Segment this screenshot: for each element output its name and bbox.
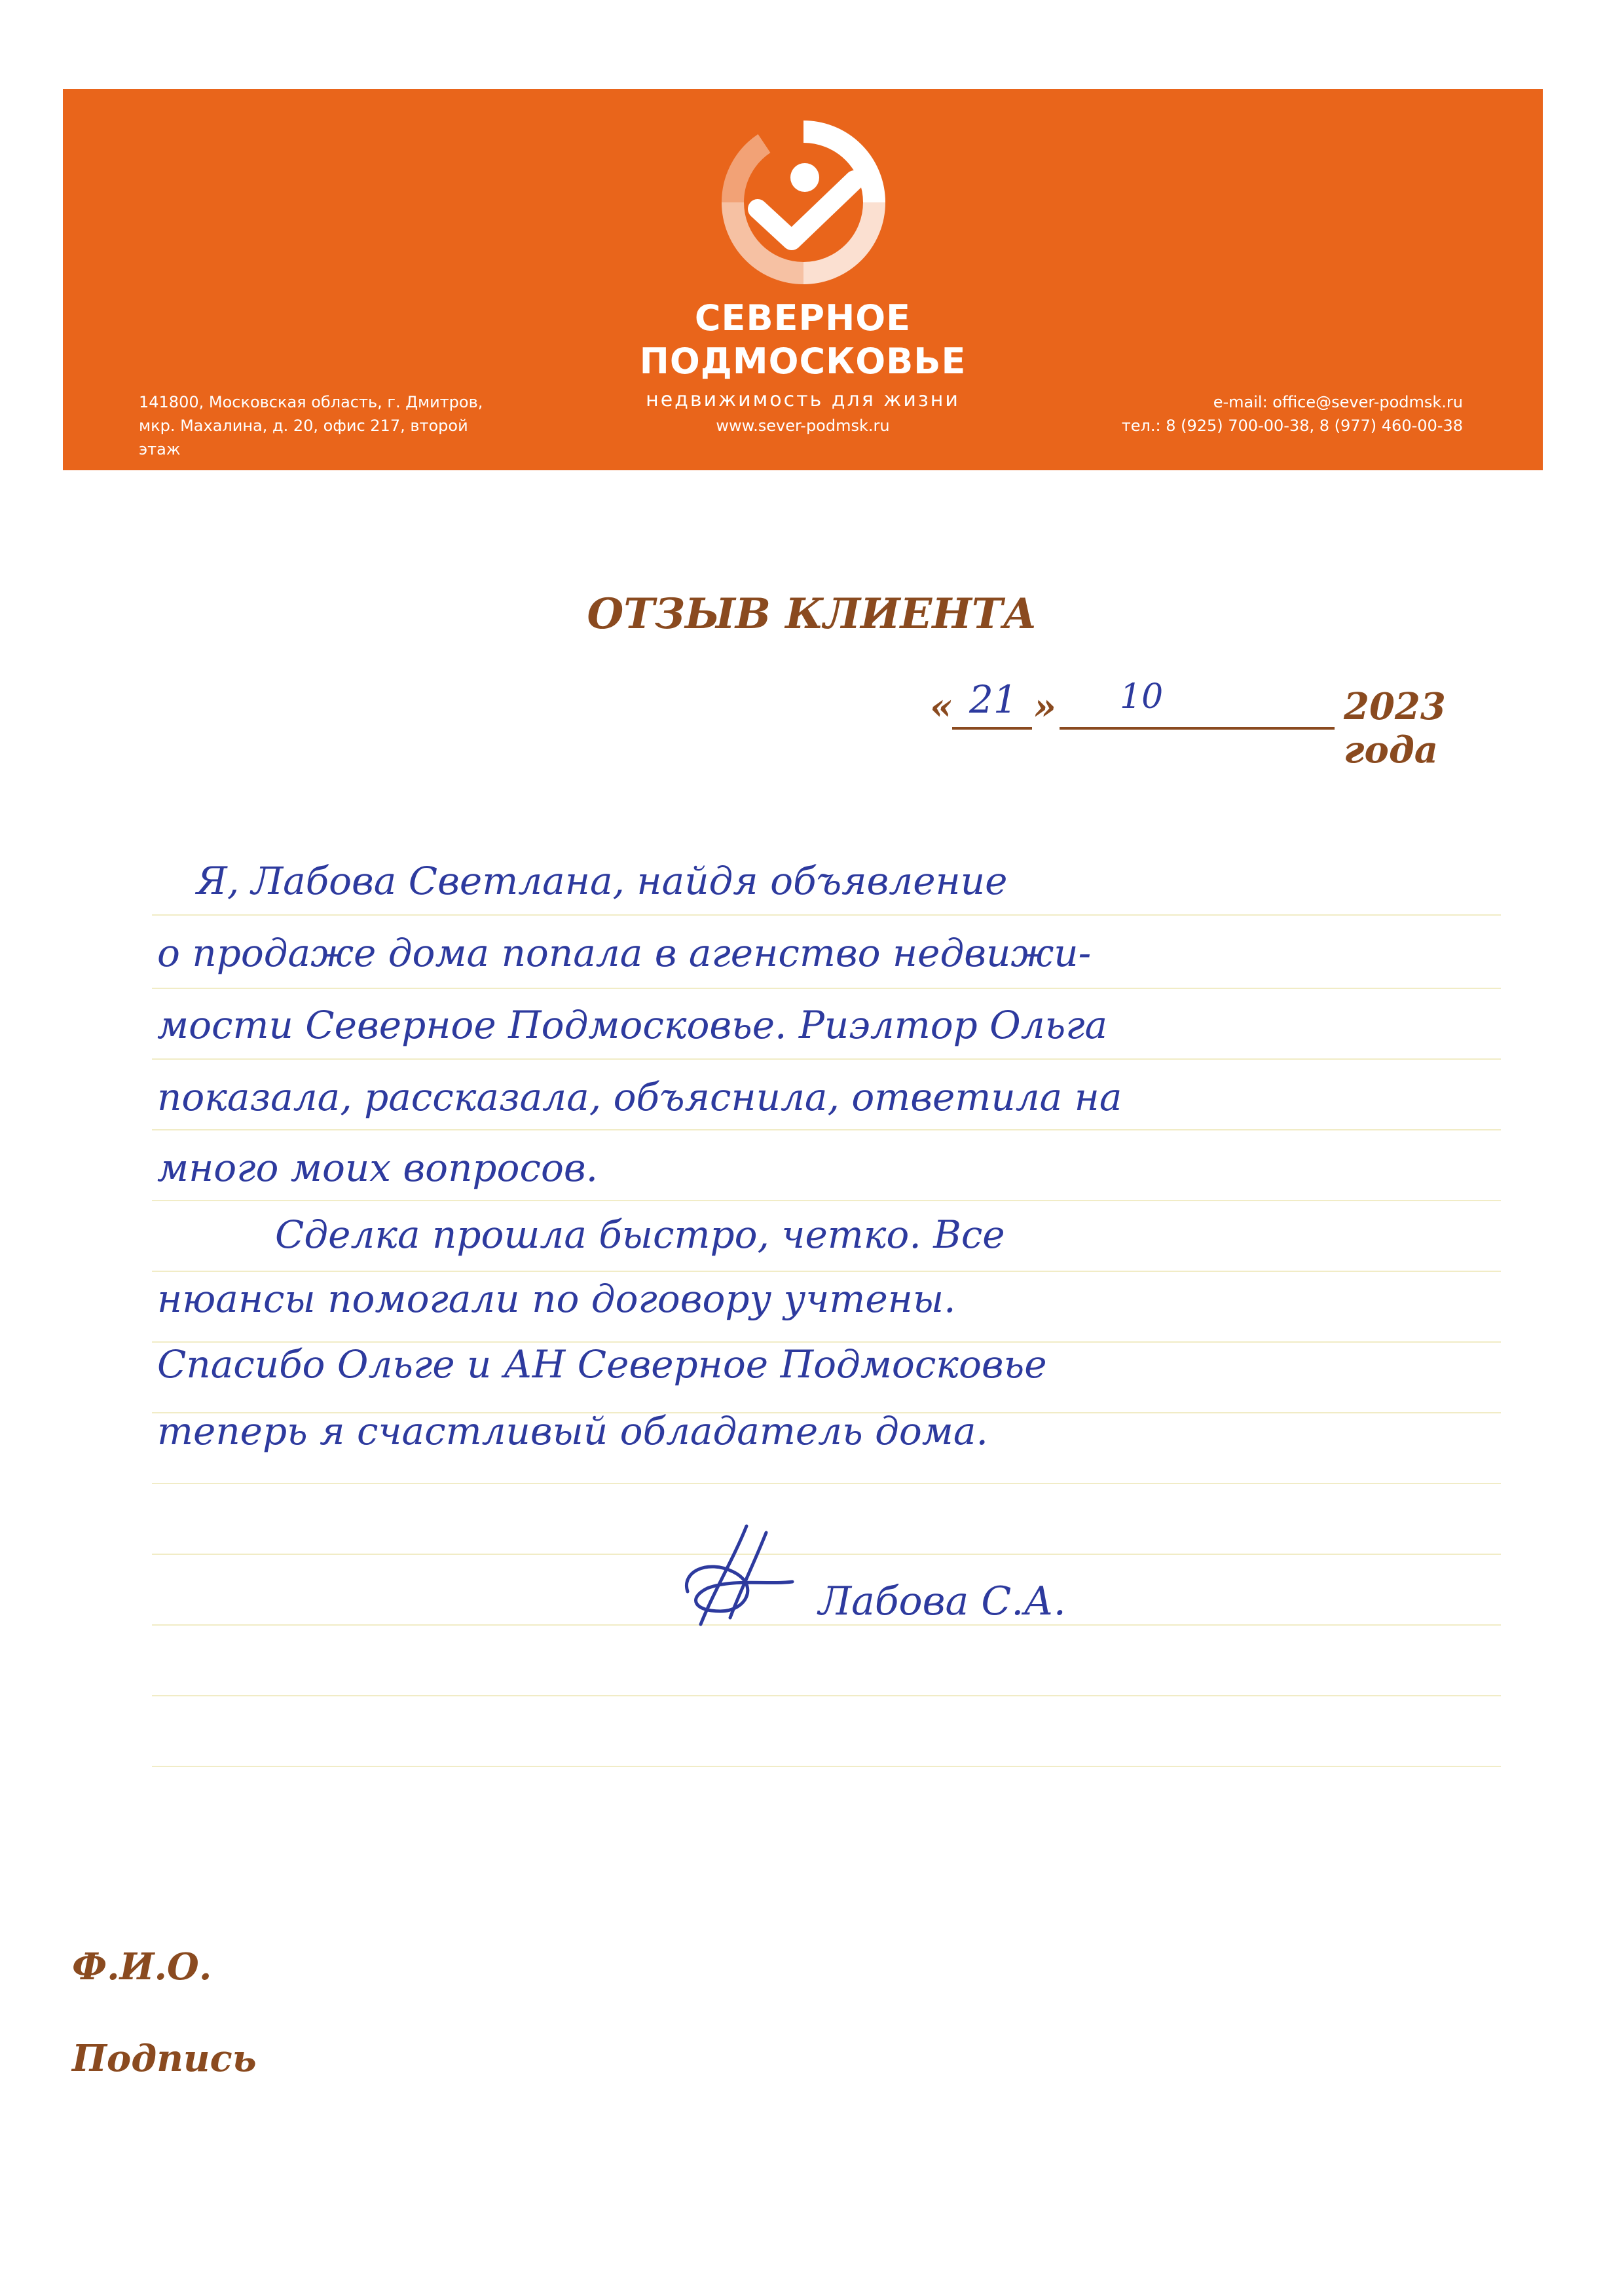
date-open-quote: «: [930, 685, 953, 728]
ruled-line: [152, 914, 1501, 916]
phone-numbers: тел.: 8 (925) 700-00-38, 8 (977) 460-00-38: [1121, 417, 1463, 435]
checkmark-in-ring-logo-icon: [718, 117, 889, 288]
signature-label: Подпись: [72, 2037, 257, 2080]
ruled-line: [152, 1058, 1501, 1060]
letter-line-8: Спасибо Ольге и АН Северное Подмосковье: [157, 1342, 1047, 1387]
ruled-line: [152, 1129, 1501, 1130]
ruled-line: [152, 1624, 1501, 1626]
ruled-line: [152, 1766, 1501, 1767]
letterhead: [63, 89, 1543, 470]
letter-line-3: мости Северное Подмосковье. Риэлтор Ольга: [157, 1003, 1108, 1047]
ruled-line: [152, 988, 1501, 989]
address-line-2: мкр. Махалина, д. 20, офис 217, второй этаж: [139, 417, 468, 458]
letter-line-7: нюансы помогали по договору учтены.: [157, 1277, 956, 1321]
brand-name-line1: СЕВЕРНОЕ: [694, 297, 912, 339]
handwritten-signature: [668, 1520, 812, 1631]
contact-info: [1005, 390, 1463, 438]
date-close-quote: »: [1033, 685, 1056, 728]
month-underline: [1060, 727, 1335, 730]
website-link[interactable]: www.sever-podmsk.ru: [716, 417, 890, 435]
ruled-line: [152, 1695, 1501, 1696]
address-line-1: 141800, Московская область, г. Дмитров,: [139, 393, 483, 411]
brand-tagline: недвижимость для жизни: [646, 388, 960, 411]
letter-line-4: показала, рассказала, объяснила, ответила на: [157, 1075, 1122, 1119]
ruled-line: [152, 1483, 1501, 1484]
email-link[interactable]: e-mail: office@sever-podmsk.ru: [1213, 393, 1463, 411]
date-line: [930, 677, 1545, 772]
office-address: [139, 390, 506, 461]
day-underline: [952, 727, 1032, 730]
date-day-handwritten: 21: [969, 677, 1018, 722]
letter-line-9: теперь я счастливый обладатель дома.: [157, 1409, 988, 1453]
ruled-line: [152, 1554, 1501, 1555]
letter-line-2: о продаже дома попала в агенство недвижи-: [157, 931, 1092, 975]
ruled-line: [152, 1200, 1501, 1201]
letter-line-5: много моих вопросов.: [157, 1146, 599, 1190]
date-year: 2023 года: [1344, 685, 1446, 772]
letter-line-1: Я, Лабова Светлана, найдя объявление: [196, 859, 1008, 903]
ruled-line: [152, 1271, 1501, 1272]
brand-name-line2: ПОДМОСКОВЬЕ: [639, 341, 967, 382]
signature-name: Лабова С.А.: [819, 1578, 1066, 1624]
letter-line-6: Сделка прошла быстро, четко. Все: [275, 1212, 1005, 1257]
date-month-handwritten: 10: [1120, 677, 1164, 717]
document-title: ОТЗЫВ КЛИЕНТА: [587, 589, 1037, 639]
fio-label: Ф.И.О.: [72, 1945, 212, 1988]
